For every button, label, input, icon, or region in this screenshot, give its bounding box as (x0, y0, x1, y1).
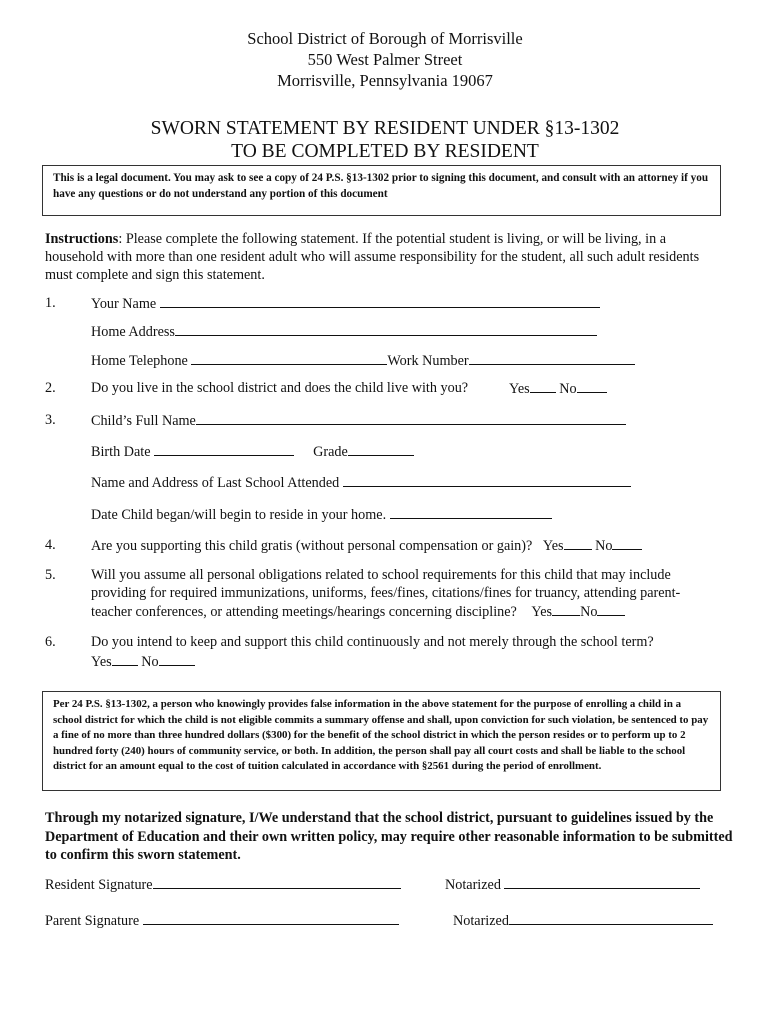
question-6: Do you intend to keep and support this child continuously and not merely through the school term? (91, 634, 654, 650)
q2-yes-label: Yes (509, 381, 530, 397)
penalty-notice-box (42, 691, 721, 791)
question-4: Are you supporting this child gratis (without personal compensation or gain)? (91, 538, 533, 554)
item-number-1: 1. (45, 295, 56, 311)
child-name-label: Child’s Full Name (91, 413, 196, 429)
question-4-row (91, 537, 642, 555)
resident-signature-field[interactable] (153, 876, 401, 889)
last-school-row (91, 474, 631, 492)
parent-signature-row (45, 912, 399, 930)
home-address-field[interactable] (175, 323, 597, 336)
legal-notice-box (42, 165, 721, 216)
district-street: 550 West Palmer Street (307, 50, 463, 69)
parent-signature-field[interactable] (143, 912, 399, 925)
q6-yes-field[interactable] (112, 653, 138, 666)
question-5-line-2: providing for required immunizations, uniforms, fees/fines, citations/fines for truancy, attending parent- (91, 585, 681, 601)
instructions-label: Instructions (45, 231, 119, 247)
grade-field[interactable] (348, 443, 414, 456)
q6-no-label: No (141, 654, 159, 670)
grade-label: Grade (313, 444, 348, 460)
resident-notarized-field[interactable] (504, 876, 700, 889)
q4-yes-field[interactable] (564, 537, 592, 550)
birth-date-label: Birth Date (91, 444, 151, 460)
date-reside-row (91, 506, 552, 524)
birth-date-field[interactable] (154, 443, 294, 456)
q2-yes-field[interactable] (530, 380, 556, 393)
last-school-field[interactable] (343, 474, 631, 487)
district-name: School District of Borough of Morrisville (247, 29, 523, 48)
q4-no-field[interactable] (612, 537, 642, 550)
last-school-label: Name and Address of Last School Attended (91, 475, 340, 491)
home-telephone-label: Home Telephone (91, 353, 188, 369)
q2-no-label: No (559, 381, 577, 397)
q6-yes-label: Yes (91, 654, 112, 670)
your-name-label: Your Name (91, 296, 157, 312)
q6-no-field[interactable] (159, 653, 195, 666)
item-number-3: 3. (45, 412, 56, 428)
item-number-4: 4. (45, 537, 56, 553)
resident-signature-row (45, 876, 401, 894)
q5-yes-field[interactable] (552, 603, 580, 616)
resident-signature-label: Resident Signature (45, 877, 153, 893)
question-2-answers (509, 380, 607, 398)
form-title: SWORN STATEMENT BY RESIDENT UNDER §13-1302 (150, 118, 620, 139)
your-name-row (91, 295, 600, 313)
question-2: Do you live in the school district and does the child live with you? (91, 380, 469, 396)
form-subtitle: TO BE COMPLETED BY RESIDENT (231, 141, 539, 162)
item-number-2: 2. (45, 380, 56, 396)
home-address-row (91, 323, 597, 341)
q4-yes-label: Yes (542, 538, 564, 554)
district-city: Morrisville, Pennsylvania 19067 (277, 71, 493, 90)
legal-notice-text: This is a legal document. You may ask to see a copy of 24 P.S. §13-1302 prior to signing this document, and consult with an attorney if you have any questions or do not understand any portion of this document (53, 172, 709, 200)
resident-notarized-row (445, 876, 700, 894)
child-name-field[interactable] (196, 412, 626, 425)
item-number-6: 6. (45, 634, 56, 650)
item-number-5: 5. (45, 567, 56, 583)
work-number-label: Work Number (387, 353, 469, 369)
q2-no-field[interactable] (577, 380, 607, 393)
parent-notarized-field[interactable] (509, 912, 713, 925)
telephone-row (91, 352, 635, 370)
date-reside-field[interactable] (390, 506, 552, 519)
your-name-field[interactable] (160, 295, 600, 308)
question-6-answers (91, 653, 195, 671)
q5-no-label: No (580, 604, 598, 620)
q5-no-field[interactable] (597, 603, 625, 616)
question-5-line-3-row (91, 603, 625, 621)
date-reside-label: Date Child began/will begin to reside in your home. (91, 507, 387, 523)
parent-notarized-label: Notarized (453, 913, 509, 929)
instructions-text: : Please complete the following statement. If the potential student is living, or will be living, in a household with more than one resident adult who will assume responsibility for the student, all such adult residents must complete and sign this statement. (45, 231, 700, 283)
birth-grade-row (91, 443, 414, 461)
home-address-label: Home Address (91, 324, 175, 340)
home-telephone-field[interactable] (191, 352, 387, 365)
work-number-field[interactable] (469, 352, 635, 365)
penalty-notice-text: Per 24 P.S. §13-1302, a person who knowingly provides false information in the above statement for the purpose of enrolling a child in a school district for which the child is not eligible commits a summary offense and shall, upon conviction for such violation, be sentenced to pay a fine of no more than three hundred dollars ($300) for the benefit of the school district in which the person resides or to perform up to 2 hundred forty (240) hours of community service, or both. In addition, the person shall pay all court costs and shall be liable to the school district for an amount equal to the cost of tuition calculated in accordance with §2561 during the period of enrollment. (53, 698, 709, 772)
acknowledgement: Through my notarized signature, I/We understand that the school district, pursuant to guidelines issued by the Department of Education and their own written policy, may require other reasonable information to be submitted to confirm this sworn statement. (45, 810, 733, 863)
resident-notarized-label: Notarized (445, 877, 501, 893)
q4-no-label: No (595, 538, 613, 554)
parent-notarized-row (453, 912, 713, 930)
q5-yes-label: Yes (531, 604, 553, 620)
instructions (45, 230, 725, 284)
question-5-line-3: teacher conferences, or attending meetings/hearings concerning discipline? (91, 604, 517, 620)
question-5-line-1: Will you assume all personal obligations related to school requirements for this child that may include (91, 567, 671, 583)
parent-signature-label: Parent Signature (45, 913, 140, 929)
child-name-row (91, 412, 626, 430)
